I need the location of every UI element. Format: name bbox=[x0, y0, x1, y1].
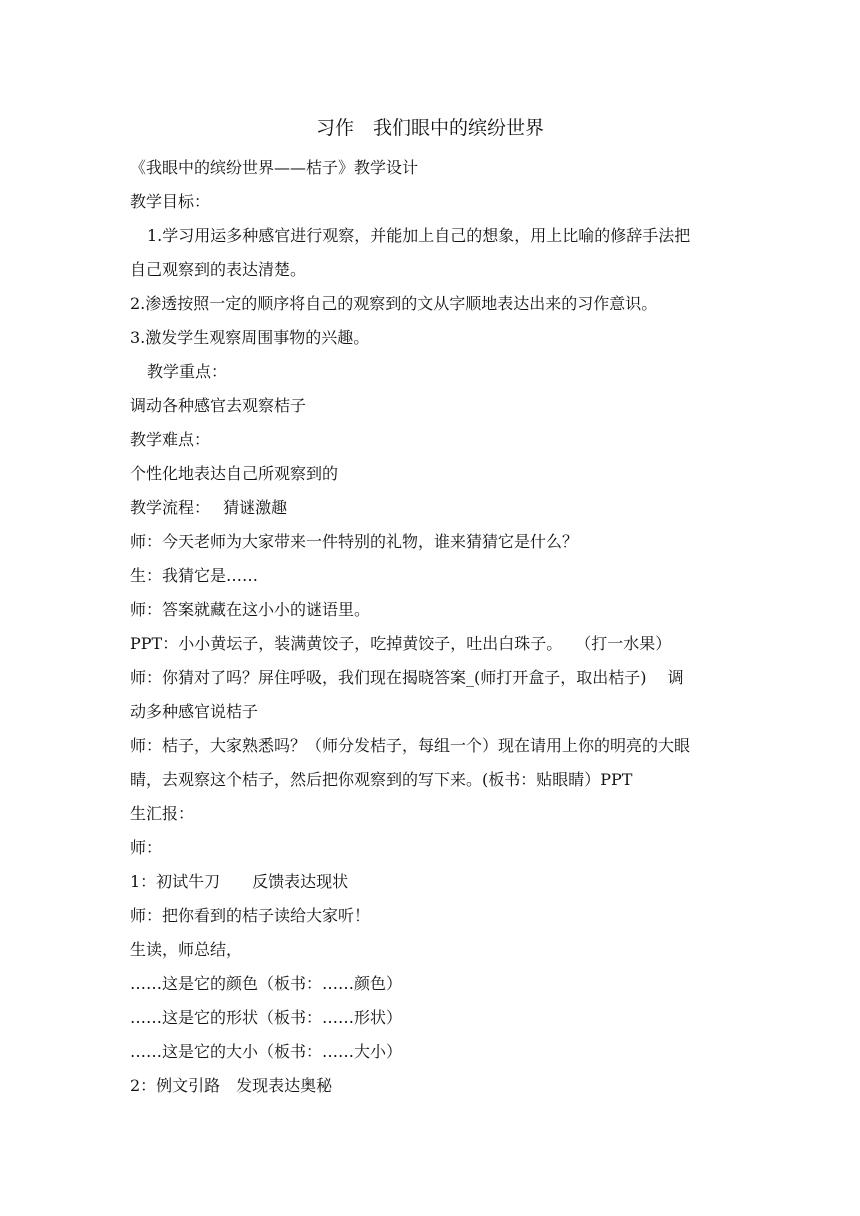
dialogue-line: 师：桔子，大家熟悉吗？（师分发桔子，每组一个）现在请用上你的明亮的大眼 bbox=[130, 736, 691, 755]
key-point-heading: 教学重点： bbox=[147, 362, 228, 381]
board-shape-line: ……这是它的形状（板书：……形状） bbox=[130, 1008, 403, 1027]
dialogue-line: 师：你猜对了吗？屏住呼吸，我们现在揭晓答案_(师打开盒子，取出桔子) 调 bbox=[130, 668, 684, 687]
dialogue-line: 师：把你看到的桔子读给大家听！ bbox=[130, 906, 371, 925]
difficulty-line: 个性化地表达自己所观察到的 bbox=[130, 464, 339, 483]
goal-1-line-a: 1.学习用运多种感官进行观察，并能加上自己的想象，用上比喻的修辞手法把 bbox=[147, 226, 691, 245]
goals-heading: 教学目标： bbox=[130, 192, 211, 211]
goal-3-line: 3.激发学生观察周围事物的兴趣。 bbox=[130, 328, 370, 347]
teacher-label: 师： bbox=[130, 838, 163, 857]
riddle-line: PPT：小小黄坛子，装满黄饺子，吃掉黄饺子，吐出白珠子。 （打一水果） bbox=[130, 634, 672, 653]
difficulty-heading: 教学难点： bbox=[130, 430, 211, 449]
page-title: 习作 我们眼中的缤纷世界 bbox=[315, 117, 544, 139]
report-heading: 生汇报： bbox=[130, 804, 195, 823]
board-size-line: ……这是它的大小（板书：……大小） bbox=[130, 1042, 403, 1061]
dialogue-line: 师：答案就藏在这小小的谜语里。 bbox=[130, 600, 371, 619]
summary-line: 生读，师总结， bbox=[130, 940, 243, 959]
goal-1-line-b: 自己观察到的表达清楚。 bbox=[130, 260, 307, 279]
section-heading-line: 动多种感官说桔子 bbox=[130, 702, 259, 721]
step-1-heading: 1：初试牛刀 反馈表达现状 bbox=[130, 872, 349, 891]
board-color-line: ……这是它的颜色（板书：……颜色） bbox=[130, 974, 403, 993]
goal-2-line: 2.渗透按照一定的顺序将自己的观察到的文从字顺地表达出来的习作意识。 bbox=[130, 294, 658, 313]
subtitle-line: 《我眼中的缤纷世界——桔子》教学设计 bbox=[130, 158, 419, 177]
dialogue-line: 师：今天老师为大家带来一件特别的礼物，谁来猜猜它是什么？ bbox=[130, 532, 579, 551]
key-point-line: 调动各种感官去观察桔子 bbox=[130, 396, 307, 415]
dialogue-line: 生：我猜它是…… bbox=[130, 566, 259, 585]
process-heading: 教学流程： 猜谜激趣 bbox=[130, 498, 288, 517]
step-2-heading: 2：例文引路 发现表达奥秘 bbox=[130, 1076, 333, 1095]
dialogue-line: 睛，去观察这个桔子，然后把你观察到的写下来。(板书：贴眼睛）PPT bbox=[130, 770, 633, 789]
